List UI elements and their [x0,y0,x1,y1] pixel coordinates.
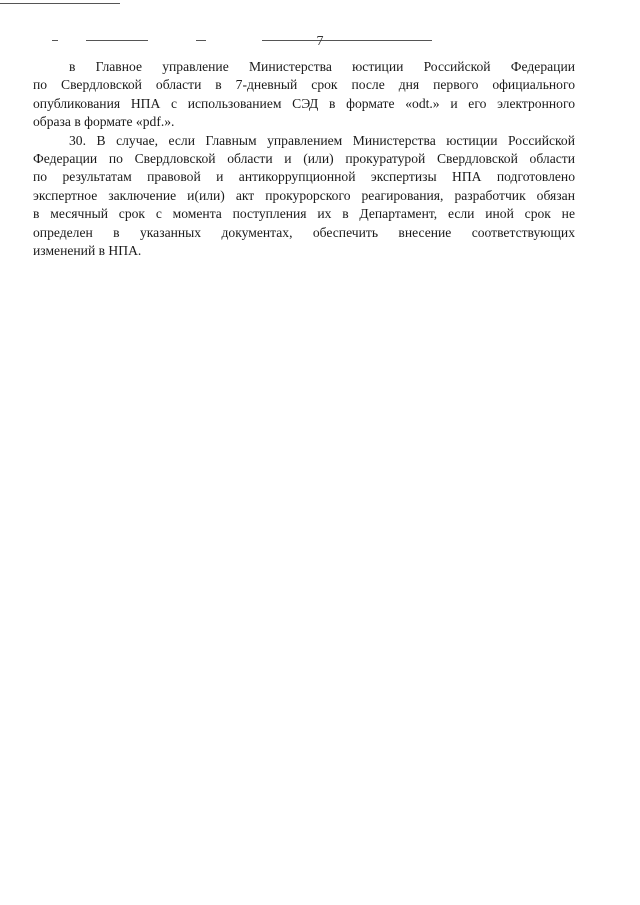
page-number: 7 [316,34,324,49]
text-line: по результатам правовой и антикоррупционной экспертизы НПА подготовлено [33,169,575,185]
text-line: в Главное управление Министерства юстиции Российской Федерации [69,59,575,74]
text-line: определен в указанных документах, обеспечить внесение соответствующих [33,224,575,240]
paragraph-2 [33,132,575,261]
scan-artifact-line [0,3,120,4]
text-line: изменений в НПА. [33,243,142,259]
text-line: Федерации по Свердловской области и (или) прокуратурой Свердловской области [33,151,575,167]
document-body [33,58,575,260]
text-line: в месячный срок с момента поступления их в Департамент, если иной срок не [33,206,575,222]
text-line: опубликования НПА с использованием СЭД в формате «odt.» и его электронного [33,95,575,111]
paragraph-1 [33,58,575,132]
text-line: образа в формате «pdf.». [33,114,175,130]
text-line: 30. В случае, если Главным управлением Министерства юстиции Российской [69,132,575,148]
text-line: по Свердловской области в 7-дневный срок после дня первого официального [33,77,575,93]
text-line: экспертное заключение и(или) акт прокурорского реагирования, разработчик обязан [33,187,575,203]
